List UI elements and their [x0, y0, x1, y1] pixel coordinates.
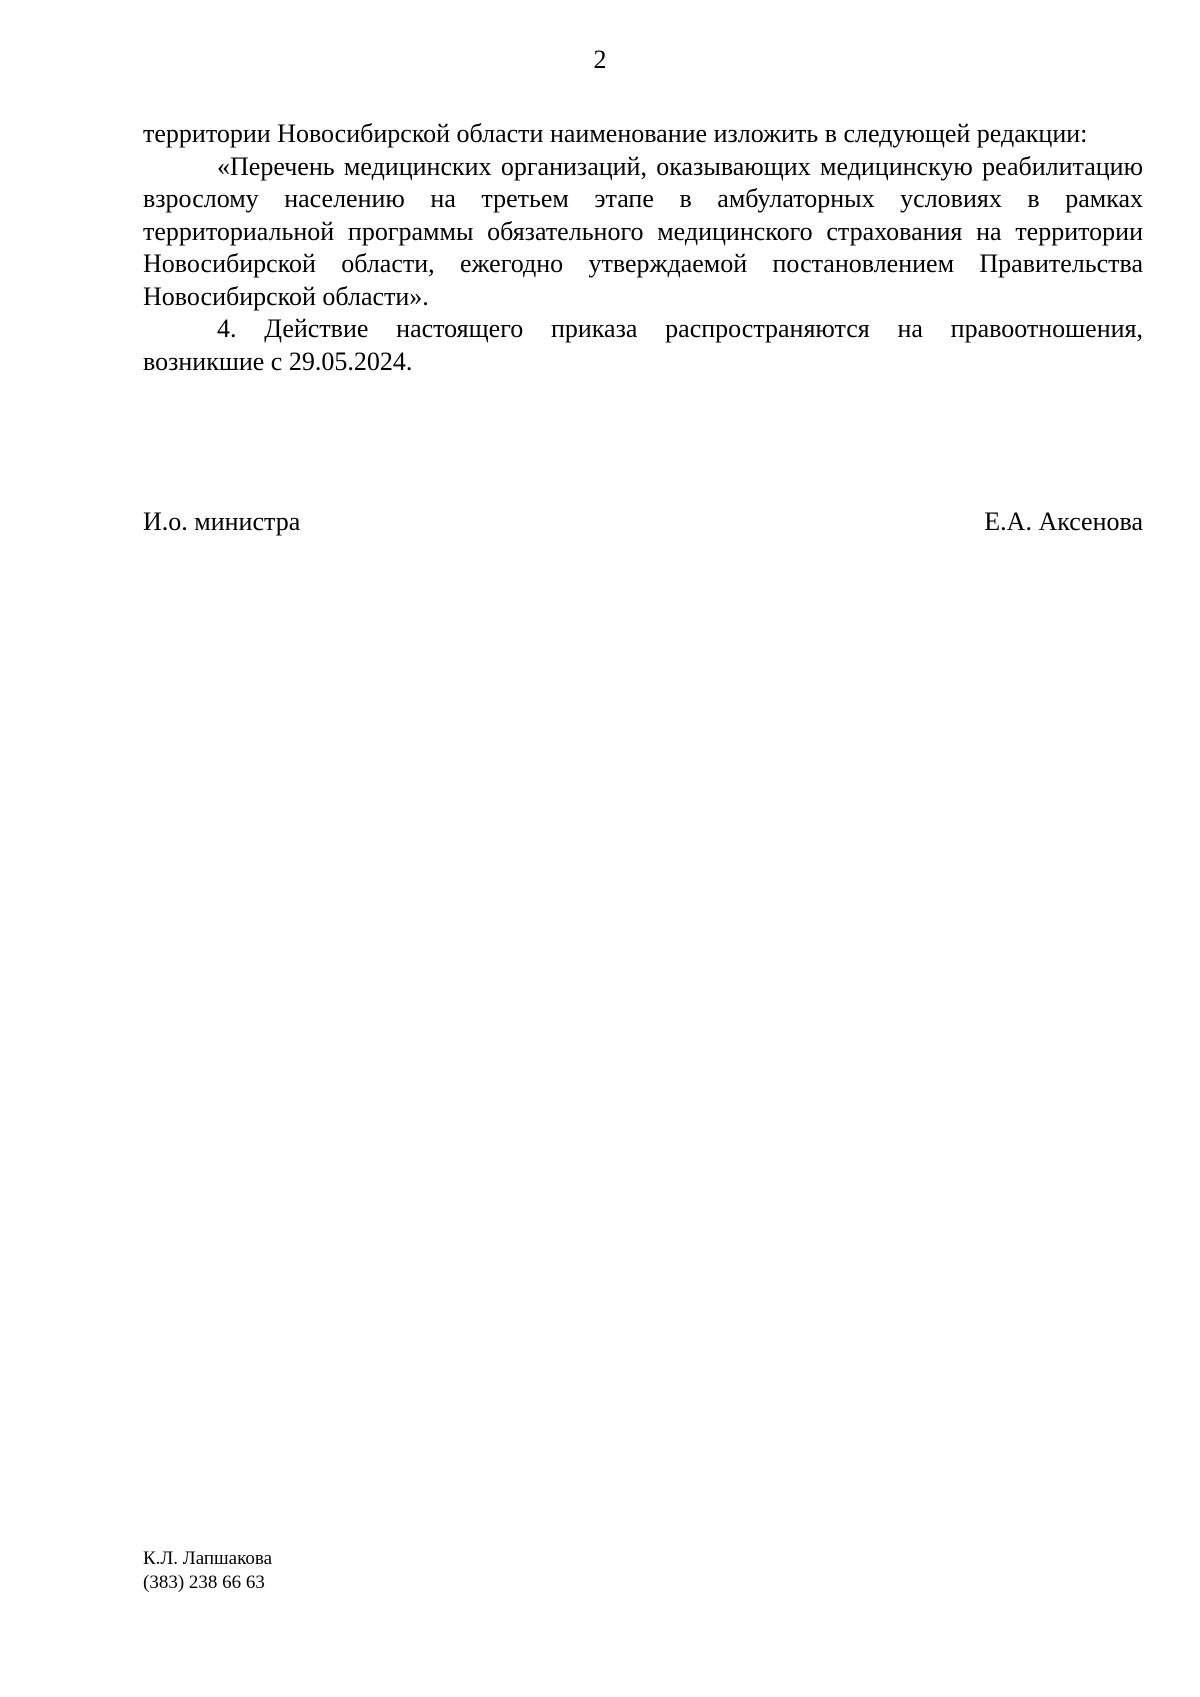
- paragraph-quoted-title: «Перечень медицинских организаций, оказывающих медицинскую реабилитацию взрослому населению на третьем этапе в амбулаторных условиях в рамках территориальной программы обязательного медицинского страхования на территории Новосибирской области, ежегодно утверждаемой постановлением Правительства Новосибирской области».: [143, 151, 1143, 311]
- signature-block: [143, 506, 1143, 538]
- executor-phone: (383) 238 66 63: [143, 1572, 265, 1593]
- page-number: 2: [593, 45, 607, 74]
- paragraph-item-4: 4. Действие настоящего приказа распространяются на правоотношения, возникшие с 29.05.2024.: [143, 314, 1143, 376]
- signatory-name: Е.А. Аксенова: [984, 507, 1143, 536]
- document-body: [143, 118, 1143, 378]
- paragraph-continuation: территории Новосибирской области наименование изложить в следующей редакции:: [143, 119, 1088, 148]
- signatory-position: И.о. министра: [143, 507, 301, 536]
- executor-info: [143, 1547, 272, 1595]
- executor-name: К.Л. Лапшакова: [143, 1548, 273, 1569]
